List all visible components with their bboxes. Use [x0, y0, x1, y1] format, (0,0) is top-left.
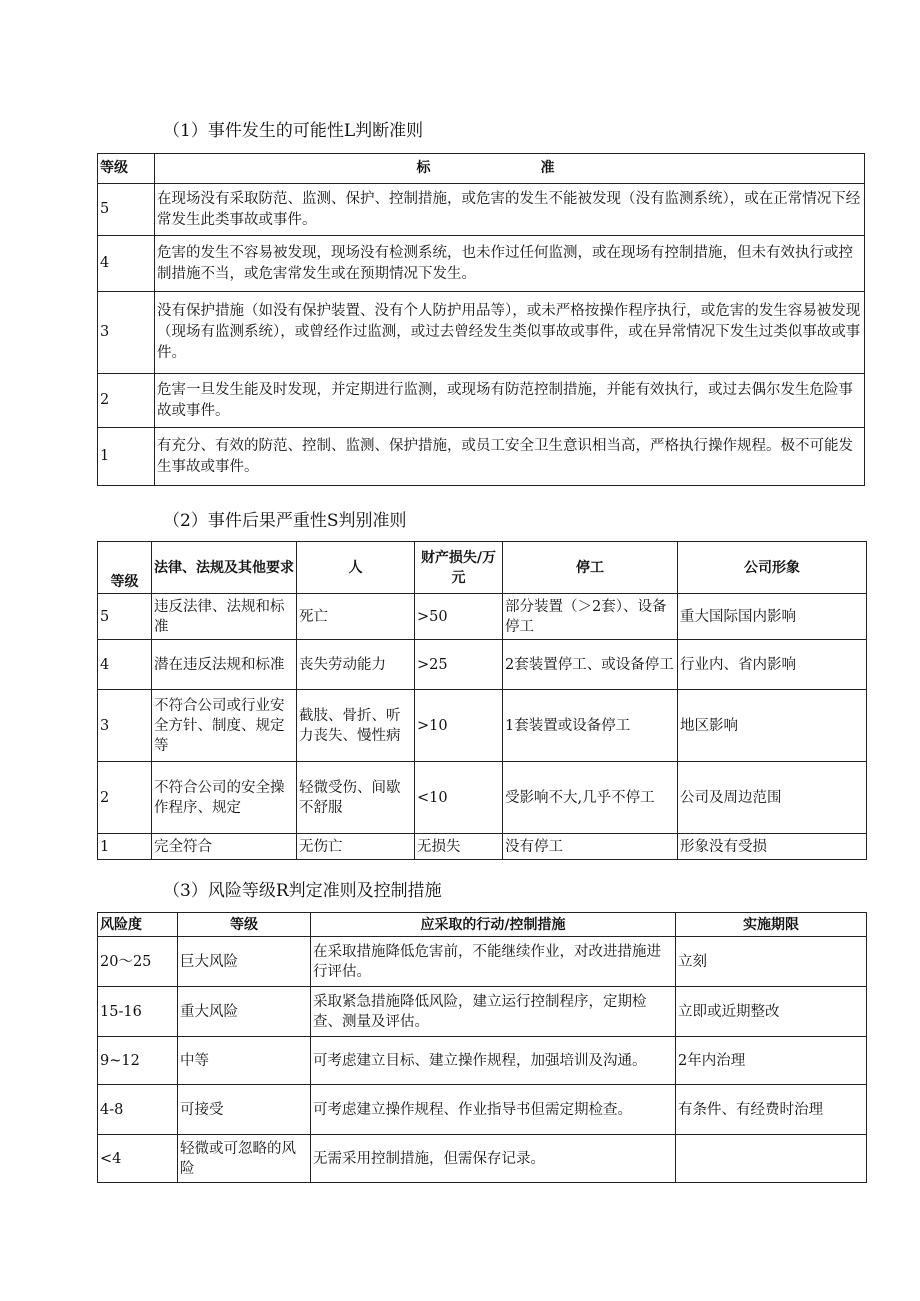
grade-cell: 可接受	[178, 1085, 311, 1135]
header-grade: 等级	[178, 913, 311, 937]
risk-level-table	[97, 912, 867, 1183]
stop-cell: 受影响不大,几乎不停工	[503, 762, 678, 834]
degree-cell: <4	[98, 1135, 178, 1183]
table-row	[98, 236, 865, 292]
loss-cell: <10	[415, 762, 503, 834]
level-cell: 3	[98, 292, 155, 374]
table-row	[98, 1037, 867, 1085]
severity-table	[97, 541, 867, 860]
image-cell: 公司及周边范围	[678, 762, 867, 834]
header-person: 人	[297, 542, 415, 594]
table-row	[98, 690, 867, 762]
person-cell: 丧失劳动能力	[297, 640, 415, 690]
table-row	[98, 1135, 867, 1183]
stop-cell: 1套装置或设备停工	[503, 690, 678, 762]
table-row	[98, 184, 865, 236]
table-row	[98, 374, 865, 428]
section3-title: （3）风险等级R判定准则及控制措施	[163, 881, 442, 901]
section2-title: （2）事件后果严重性S判别准则	[163, 511, 407, 531]
level-cell: 4	[98, 236, 155, 292]
header-level: 等级	[98, 542, 152, 594]
level-cell: 5	[98, 594, 152, 640]
header-period: 实施期限	[676, 913, 867, 937]
stop-cell: 没有停工	[503, 834, 678, 860]
table-row	[98, 428, 865, 486]
grade-cell: 轻微或可忽略的风险	[178, 1135, 311, 1183]
level-cell: 3	[98, 690, 152, 762]
loss-cell: 无损失	[415, 834, 503, 860]
header-image: 公司形象	[678, 542, 867, 594]
degree-cell: 15-16	[98, 987, 178, 1037]
image-cell: 形象没有受损	[678, 834, 867, 860]
grade-cell: 巨大风险	[178, 937, 311, 987]
action-cell: 在采取措施降低危害前，不能继续作业，对改进措施进行评估。	[311, 937, 676, 987]
person-cell: 无伤亡	[297, 834, 415, 860]
section1-title: （1）事件发生的可能性L判断准则	[163, 121, 424, 141]
table-row	[98, 937, 867, 987]
standard-cell: 没有保护措施（如没有保护装置、没有个人防护用品等），或未严格按操作程序执行，或危害的发生容易被发现（现场有监测系统），或曾经作过监测，或过去曾经发生类似事故或事件，或在异常情况下发生过类似事故或事件。	[155, 292, 865, 374]
standard-cell: 危害的发生不容易被发现，现场没有检测系统，也未作过任何监测，或在现场有控制措施，但未有效执行或控制措施不当，或危害常发生或在预期情况下发生。	[155, 236, 865, 292]
header-standard: 标 准	[155, 154, 865, 184]
grade-cell: 中等	[178, 1037, 311, 1085]
level-cell: 1	[98, 428, 155, 486]
table-row	[98, 594, 867, 640]
header-level: 等级	[98, 154, 155, 184]
action-cell: 可考虑建立操作规程、作业指导书但需定期检查。	[311, 1085, 676, 1135]
table-row	[98, 987, 867, 1037]
likelihood-table	[97, 153, 865, 486]
level-cell: 1	[98, 834, 152, 860]
level-cell: 2	[98, 374, 155, 428]
grade-cell: 重大风险	[178, 987, 311, 1037]
loss-cell: >50	[415, 594, 503, 640]
action-cell: 无需采用控制措施，但需保存记录。	[311, 1135, 676, 1183]
table-row	[98, 292, 865, 374]
person-cell: 死亡	[297, 594, 415, 640]
header-stop: 停工	[503, 542, 678, 594]
table-row	[98, 762, 867, 834]
level-cell: 5	[98, 184, 155, 236]
degree-cell: 9~12	[98, 1037, 178, 1085]
person-cell: 截肢、骨折、听力丧失、慢性病	[297, 690, 415, 762]
loss-cell: >25	[415, 640, 503, 690]
table-row	[98, 834, 867, 860]
law-cell: 潜在违反法规和标准	[152, 640, 297, 690]
period-cell: 立刻	[676, 937, 867, 987]
level-cell: 4	[98, 640, 152, 690]
period-cell: 有条件、有经费时治理	[676, 1085, 867, 1135]
header-action: 应采取的行动/控制措施	[311, 913, 676, 937]
header-law: 法律、法规及其他要求	[152, 542, 297, 594]
period-cell	[676, 1135, 867, 1183]
person-cell: 轻微受伤、间歇不舒服	[297, 762, 415, 834]
standard-cell: 在现场没有采取防范、监测、保护、控制措施，或危害的发生不能被发现（没有监测系统），或在正常情况下经常发生此类事故或事件。	[155, 184, 865, 236]
action-cell: 可考虑建立目标、建立操作规程，加强培训及沟通。	[311, 1037, 676, 1085]
degree-cell: 20～25	[98, 937, 178, 987]
degree-cell: 4-8	[98, 1085, 178, 1135]
period-cell: 2年内治理	[676, 1037, 867, 1085]
period-cell: 立即或近期整改	[676, 987, 867, 1037]
header-loss: 财产损失/万元	[415, 542, 503, 594]
law-cell: 违反法律、法规和标准	[152, 594, 297, 640]
law-cell: 不符合公司的安全操作程序、规定	[152, 762, 297, 834]
header-degree: 风险度	[98, 913, 178, 937]
stop-cell: 部分装置（＞2套）、设备停工	[503, 594, 678, 640]
law-cell: 完全符合	[152, 834, 297, 860]
law-cell: 不符合公司或行业安全方针、制度、规定等	[152, 690, 297, 762]
stop-cell: 2套装置停工、或设备停工	[503, 640, 678, 690]
standard-cell: 危害一旦发生能及时发现，并定期进行监测，或现场有防范控制措施，并能有效执行，或过去偶尔发生危险事故或事件。	[155, 374, 865, 428]
action-cell: 采取紧急措施降低风险，建立运行控制程序，定期检查、测量及评估。	[311, 987, 676, 1037]
standard-cell: 有充分、有效的防范、控制、监测、保护措施，或员工安全卫生意识相当高，严格执行操作规程。极不可能发生事故或事件。	[155, 428, 865, 486]
table-row	[98, 1085, 867, 1135]
image-cell: 行业内、省内影响	[678, 640, 867, 690]
image-cell: 重大国际国内影响	[678, 594, 867, 640]
image-cell: 地区影响	[678, 690, 867, 762]
loss-cell: >10	[415, 690, 503, 762]
table-row	[98, 640, 867, 690]
level-cell: 2	[98, 762, 152, 834]
